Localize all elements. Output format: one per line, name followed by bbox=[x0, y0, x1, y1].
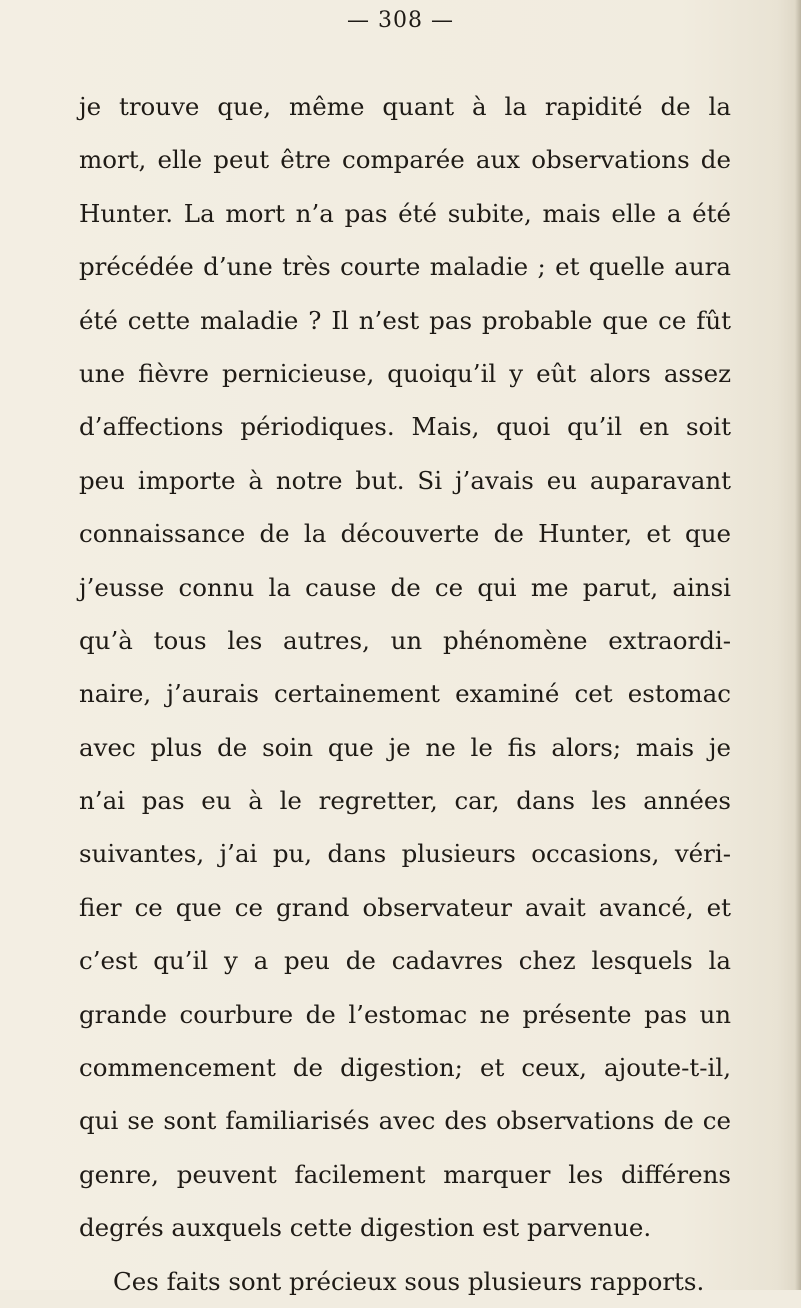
text-line: grande courbure de l’estomac ne présente pas un bbox=[79, 999, 731, 1029]
text-line-paragraph-end: degrés auxquels cette digestion est parvenue. bbox=[79, 1213, 652, 1243]
text-line: fier ce que ce grand observateur avait avancé, et bbox=[79, 892, 731, 922]
text-line: d’affections périodiques. Mais, quoi qu’il en soit bbox=[79, 412, 731, 442]
text-line: naire, j’aurais certainement examiné cet estomac bbox=[79, 679, 731, 709]
text-line-paragraph-start: Ces faits sont précieux sous plusieurs rapports. bbox=[113, 1266, 705, 1296]
text-line: précédée d’une très courte maladie ; et quelle aura bbox=[79, 252, 731, 282]
text-line: Hunter. La mort n’a pas été subite, mais elle a été bbox=[79, 198, 731, 228]
text-line: j’eusse connu la cause de ce qui me parut, ainsi bbox=[79, 572, 731, 602]
text-line: une fièvre pernicieuse, quoiqu’il y eût alors assez bbox=[79, 358, 731, 388]
text-line: avec plus de soin que je ne le fis alors; mais je bbox=[79, 732, 731, 762]
text-line: été cette maladie ? Il n’est pas probable que ce fût bbox=[79, 305, 731, 335]
text-line: n’ai pas eu à le regretter, car, dans les années bbox=[79, 786, 731, 816]
text-line: mort, elle peut être comparée aux observations de bbox=[79, 145, 731, 175]
text-line: commencement de digestion; et ceux, ajoute-t-il, bbox=[79, 1053, 731, 1083]
text-line: connaissance de la découverte de Hunter, et que bbox=[79, 519, 731, 549]
text-line: suivantes, j’ai pu, dans plusieurs occasions, véri- bbox=[79, 839, 731, 869]
text-line: genre, peuvent facilement marquer les différens bbox=[79, 1159, 731, 1189]
text-line: c’est qu’il y a peu de cadavres chez lesquels la bbox=[79, 946, 731, 976]
text-line: peu importe à notre but. Si j’avais eu auparavant bbox=[79, 465, 731, 495]
page-number: — 308 — bbox=[347, 8, 454, 33]
page-edge-shadow bbox=[795, 0, 801, 1290]
text-line: qu’à tous les autres, un phénomène extraordi- bbox=[79, 625, 731, 655]
text-line: je trouve que, même quant à la rapidité de la bbox=[79, 92, 731, 121]
text-line: qui se sont familiarisés avec des observations de ce bbox=[79, 1106, 731, 1136]
body-text bbox=[79, 80, 731, 1308]
